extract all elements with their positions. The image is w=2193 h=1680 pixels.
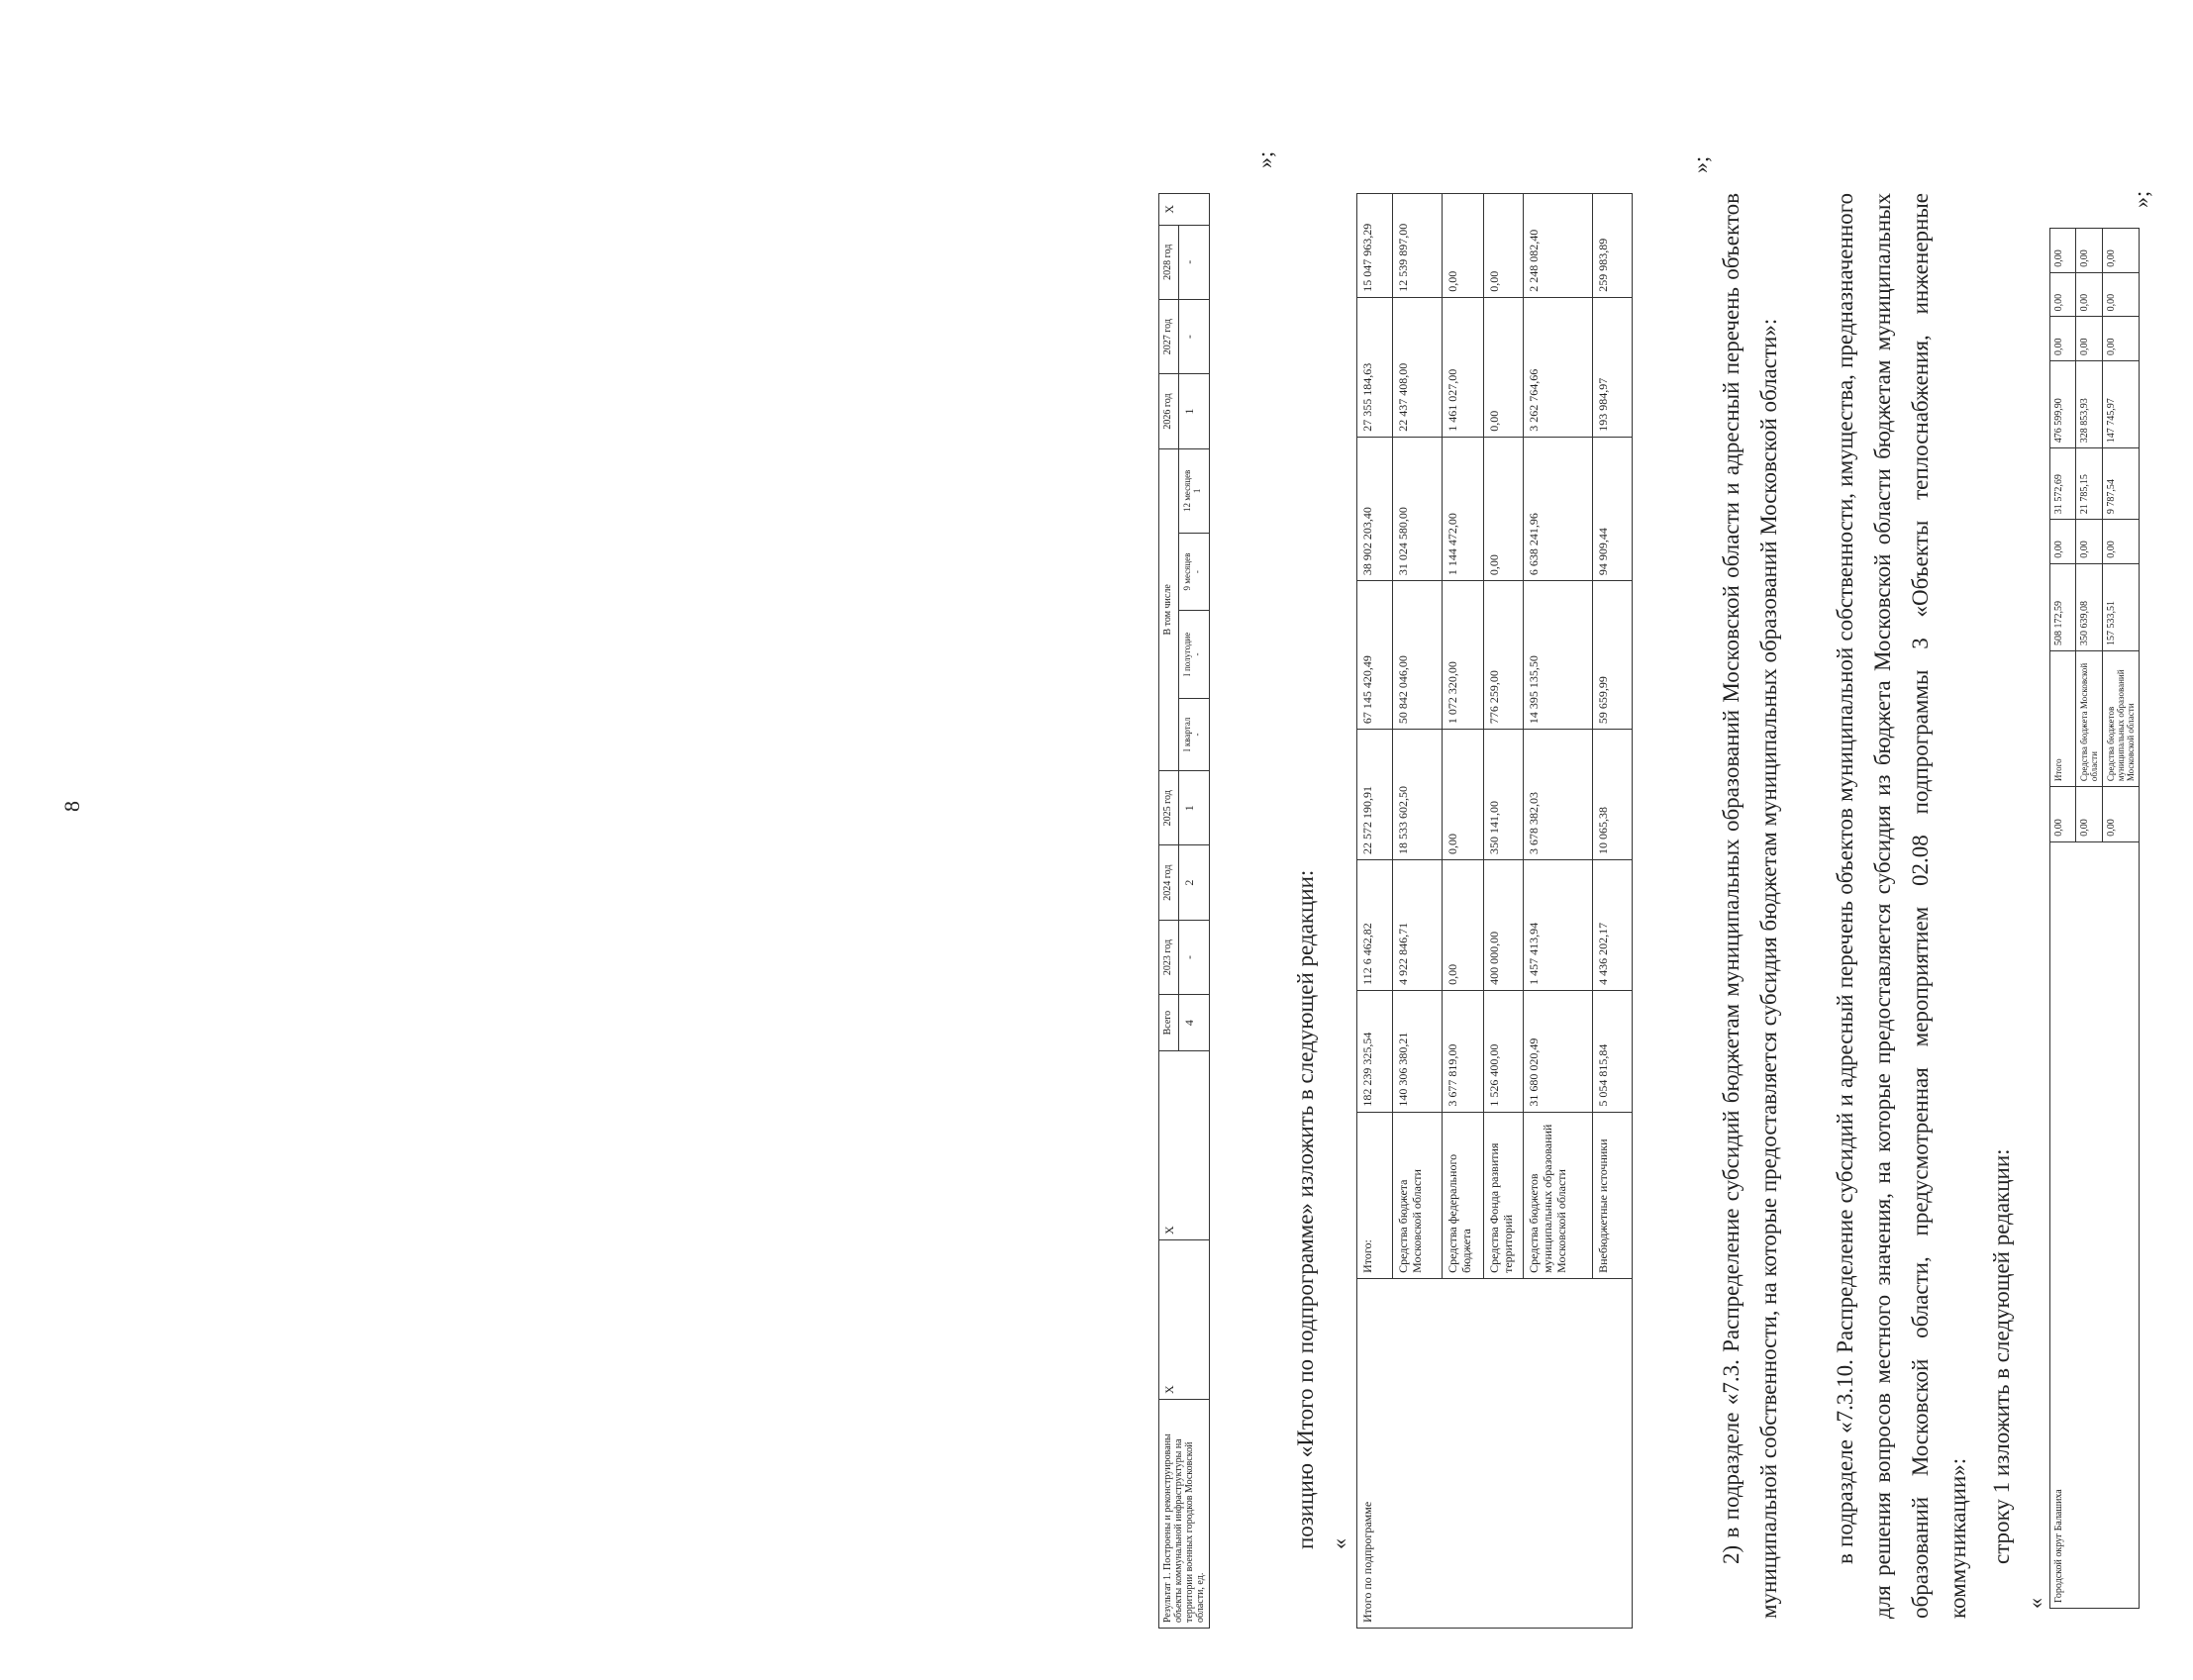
source-cell: Итого: — [1357, 1112, 1393, 1278]
value-cell: 147 745,97 — [2103, 361, 2140, 448]
value-cell: 3 262 764,66 — [1524, 297, 1593, 437]
col-2024: 2024 год — [1159, 845, 1179, 920]
value-cell: 0,00 — [1484, 297, 1524, 437]
value-cell: 0,00 — [1484, 194, 1524, 298]
subprogram-label: Итого по подпрограмме — [1357, 1278, 1633, 1628]
value-cell: 0,00 — [2103, 229, 2140, 273]
value-cell: 27 355 184,63 — [1357, 297, 1393, 437]
value-cell: 4 922 846,71 — [1393, 859, 1443, 990]
val: - — [1179, 225, 1210, 299]
m12-label: 12 месяцев — [1182, 469, 1193, 513]
val: - — [1192, 652, 1203, 656]
result-label: Результат 1. Построены и реконструированы объекты коммунальной инфраструктуры на территории военных городков Московской области, ед. — [1159, 1400, 1210, 1629]
source-cell: Средства бюджетов муниципальных образований Московской области — [1524, 1112, 1593, 1278]
source-cell: Средства бюджетов муниципальных образований Московской области — [2103, 650, 2140, 786]
value-cell: 193 984,97 — [1593, 297, 1633, 437]
first-cell: 0,00 — [2103, 787, 2140, 842]
col-2026: 2026 год — [1159, 374, 1179, 448]
intro-text-1: позицию «Итого по подпрограмме» изложить в следующей редакции: — [1293, 869, 1318, 1549]
value-cell: 0,00 — [2103, 317, 2140, 361]
municipality-name: Городской округ Балашиха — [2050, 841, 2140, 1608]
value-cell: 18 533 602,50 — [1393, 730, 1443, 860]
first-cell: 0,00 — [2050, 787, 2076, 842]
value-cell: 157 533,51 — [2103, 563, 2140, 650]
value-cell: 182 239 325,54 — [1357, 990, 1393, 1112]
source-cell: Внебюджетные источники — [1593, 1112, 1633, 1278]
source-cell: Средства Фонда развития территорий — [1484, 1112, 1524, 1278]
val: - — [1192, 733, 1203, 737]
value-cell: 0,00 — [2076, 317, 2103, 361]
value-cell: 0,00 — [2076, 229, 2103, 273]
value-cell: 476 599,90 — [2050, 361, 2076, 448]
result-x3: X — [1159, 194, 1210, 226]
value-cell: 0,00 — [2050, 272, 2076, 317]
value-cell: 67 145 420,49 — [1357, 581, 1393, 730]
close-quote-2: »; — [1688, 155, 1713, 173]
open-quote-1: « — [1327, 1538, 1351, 1549]
balashikha-table — [2049, 228, 2140, 1609]
m9-cell — [1179, 534, 1210, 611]
source-cell: Итого — [2050, 650, 2076, 786]
subprogram-total-table — [1356, 193, 1633, 1629]
value-cell: 94 909,44 — [1593, 437, 1633, 580]
value-cell: 0,00 — [1443, 859, 1484, 990]
value-cell: 31 572,69 — [2050, 448, 2076, 520]
value-cell: 0,00 — [1484, 437, 1524, 580]
first-cell: 0,00 — [2076, 787, 2103, 842]
value-cell: 14 395 135,50 — [1524, 581, 1593, 730]
value-cell: 12 539 897,00 — [1393, 194, 1443, 298]
rotated-page-content — [1153, 89, 2193, 1633]
m9-label: 9 месяцев — [1182, 552, 1193, 591]
value-cell: 0,00 — [2076, 520, 2103, 564]
value-cell: 0,00 — [2103, 520, 2140, 564]
m12-cell — [1179, 448, 1210, 533]
value-cell: 3 678 382,03 — [1524, 730, 1593, 860]
value-cell: 508 172,59 — [2050, 563, 2076, 650]
value-cell: 9 787,54 — [2103, 448, 2140, 520]
source-cell: Средства бюджета Московской области — [1393, 1112, 1443, 1278]
result-table — [1158, 193, 1210, 1629]
h1-cell — [1179, 611, 1210, 699]
value-cell: 50 842 046,00 — [1393, 581, 1443, 730]
value-cell: 22 572 190,91 — [1357, 730, 1393, 860]
value-cell: 0,00 — [2050, 317, 2076, 361]
value-cell: 400 000,00 — [1484, 859, 1524, 990]
paragraph-1: 2) в подразделе «7.3. Распределение субсидий бюджетам муниципальных образований Московской области и адресный перечень объектов муниципальной собственности, на которые предоставляется субсидия бюджетам муниципальных образований Московской области»: — [1719, 193, 1781, 1619]
value-cell: 3 677 819,00 — [1443, 990, 1484, 1112]
value-cell: 6 638 241,96 — [1524, 437, 1593, 580]
result-x1: X — [1159, 1240, 1210, 1400]
source-cell: Средства бюджета Московской области — [2076, 650, 2103, 786]
value-cell: 328 853,93 — [2076, 361, 2103, 448]
value-cell: 1 457 413,94 — [1524, 859, 1593, 990]
value-cell: 350 141,00 — [1484, 730, 1524, 860]
value-cell: 1 144 472,00 — [1443, 437, 1484, 580]
val: - — [1179, 299, 1210, 373]
val: 1 — [1179, 374, 1210, 448]
val: - — [1192, 570, 1203, 574]
value-cell: 15 047 963,29 — [1357, 194, 1393, 298]
value-cell: 31 680 020,49 — [1524, 990, 1593, 1112]
value-cell: 10 065,38 — [1593, 730, 1633, 860]
col-total: Всего — [1159, 995, 1179, 1051]
value-cell: 259 983,89 — [1593, 194, 1633, 298]
col-2027: 2027 год — [1159, 299, 1179, 373]
value-cell: 0,00 — [2050, 229, 2076, 273]
col-2028: 2028 год — [1159, 225, 1179, 299]
value-cell: 0,00 — [2103, 272, 2140, 317]
value-cell: 1 461 027,00 — [1443, 297, 1484, 437]
paragraph-3: строку 1 изложить в следующей редакции: — [1989, 1148, 2014, 1564]
value-cell: 112 6 462,82 — [1357, 859, 1393, 990]
q1-label: I квартал — [1182, 717, 1193, 752]
val: 1 — [1179, 771, 1210, 845]
value-cell: 21 785,15 — [2076, 448, 2103, 520]
page-number: 8 — [59, 801, 84, 812]
source-cell: Средства федерального бюджета — [1443, 1112, 1484, 1278]
value-cell: 0,00 — [2076, 272, 2103, 317]
value-cell: 0,00 — [1443, 194, 1484, 298]
col-2023: 2023 год — [1159, 920, 1179, 994]
value-cell: 776 259,00 — [1484, 581, 1524, 730]
close-quote-1: »; — [1252, 150, 1277, 168]
value-cell: 4 436 202,17 — [1593, 859, 1633, 990]
value-cell: 2 248 082,40 — [1524, 194, 1593, 298]
close-quote-3: »; — [2129, 190, 2153, 208]
value-cell: 22 437 408,00 — [1393, 297, 1443, 437]
value-cell: 140 306 380,21 — [1393, 990, 1443, 1112]
value-cell: 1 072 320,00 — [1443, 581, 1484, 730]
value-cell: 59 659,99 — [1593, 581, 1633, 730]
value-cell: 0,00 — [2050, 520, 2076, 564]
open-quote-2: « — [2023, 1598, 2047, 1609]
value-cell: 38 902 203,40 — [1357, 437, 1393, 580]
val: 2 — [1179, 845, 1210, 920]
value-cell: 5 054 815,84 — [1593, 990, 1633, 1112]
val: 1 — [1192, 488, 1203, 494]
val: 4 — [1179, 995, 1210, 1051]
q1-cell — [1179, 698, 1210, 770]
value-cell: 350 639,08 — [2076, 563, 2103, 650]
value-cell: 31 024 580,00 — [1393, 437, 1443, 580]
col-incl: В том числе — [1159, 448, 1179, 770]
h1-label: I полугодие — [1182, 632, 1193, 677]
value-cell: 1 526 400,00 — [1484, 990, 1524, 1112]
result-x2: X — [1159, 1051, 1210, 1240]
paragraph-2: в подразделе «7.3.10. Распределение субсидий и адресный перечень объектов муниципальной собственности, имущества, предназначенного для решения вопросов местного значения, на которые предоставляется субсидия из бюджета Московской области бюджетам муниципальных образований Московской области, предусмотренная мероприятием 02.08 подпрограммы 3 «Объекты теплоснабжения, инженерные коммуникации»: — [1833, 193, 1970, 1619]
val: - — [1179, 920, 1210, 994]
value-cell: 0,00 — [1443, 730, 1484, 860]
col-2025: 2025 год — [1159, 771, 1179, 845]
